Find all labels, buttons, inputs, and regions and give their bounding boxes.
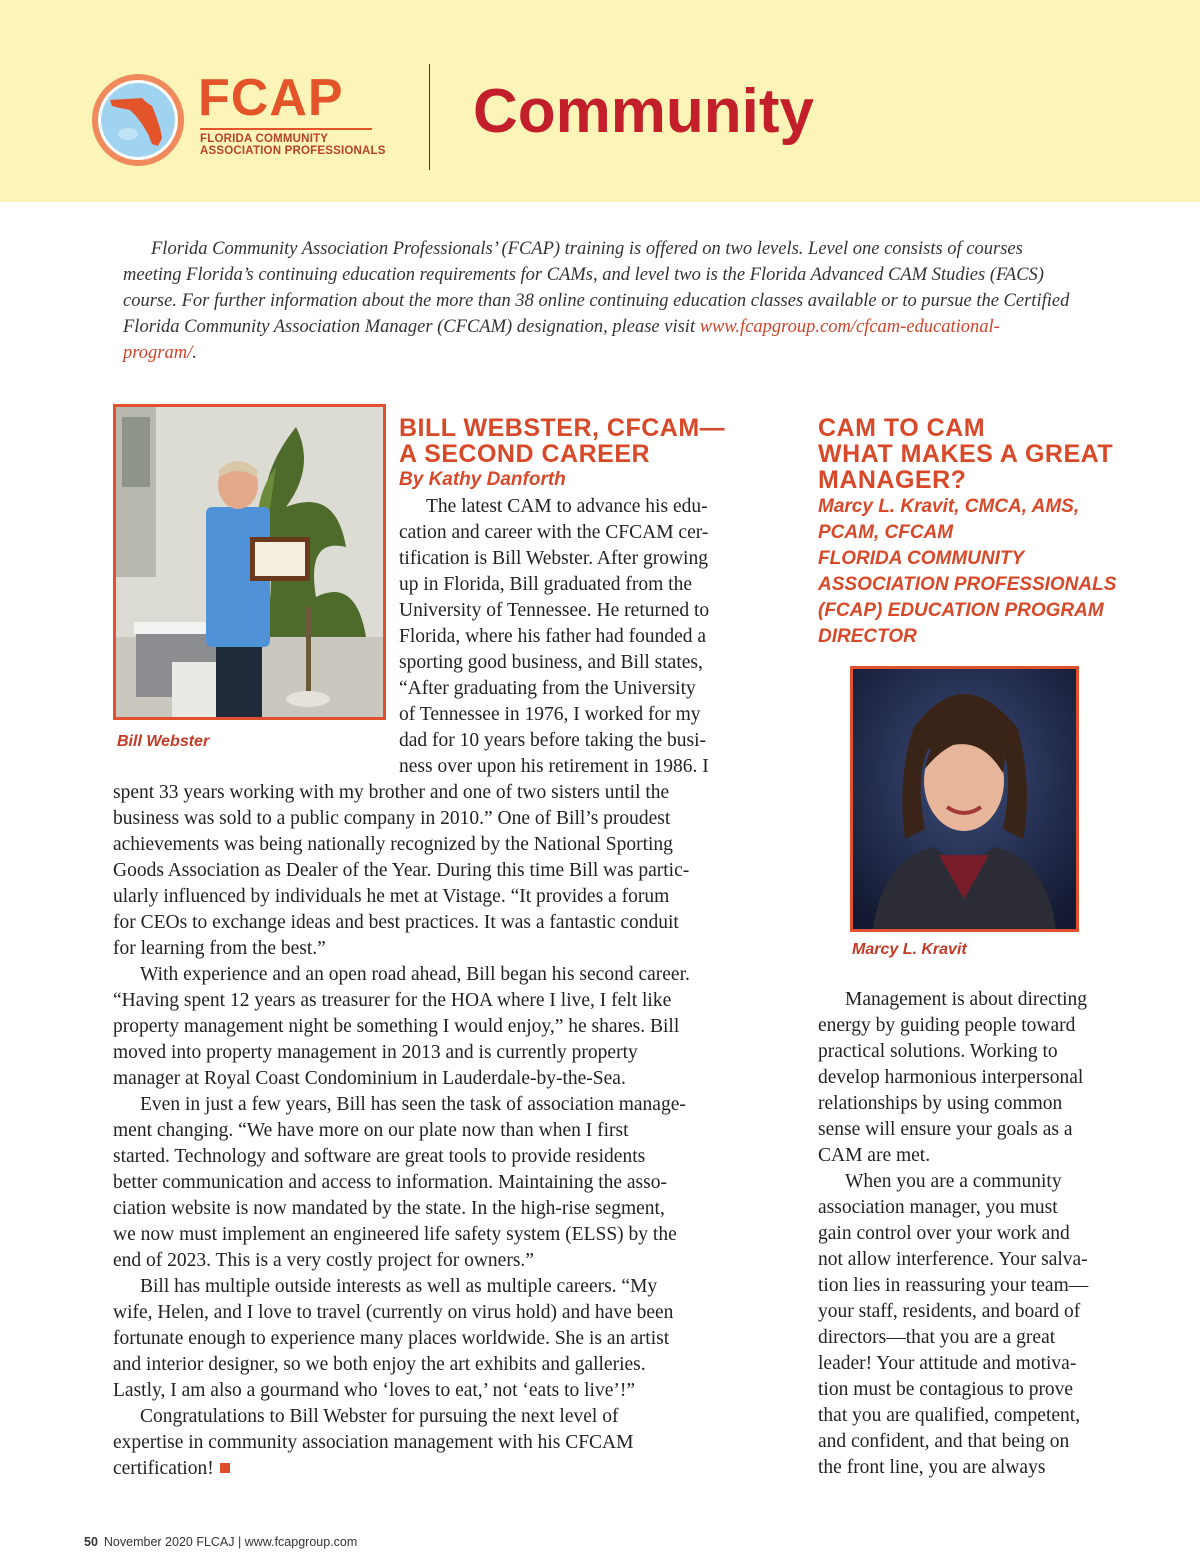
article2-byline-line: DIRECTOR bbox=[818, 626, 917, 647]
article1-line: ness over upon his retirement in 1986. I bbox=[399, 756, 709, 777]
article2-byline-line: PCAM, CFCAM bbox=[818, 522, 954, 543]
intro-paragraph bbox=[123, 236, 1073, 366]
logo-subtitle-line-2: ASSOCIATION PROFESSIONALS bbox=[200, 145, 386, 157]
article1-line: expertise in community association management with his CFCAM bbox=[113, 1432, 634, 1453]
article1-line: for learning from the best.” bbox=[113, 938, 326, 959]
article1-line: Even in just a few years, Bill has seen the task of association manage- bbox=[140, 1094, 686, 1115]
article2-line: energy by guiding people toward bbox=[818, 1015, 1076, 1036]
end-mark-icon bbox=[220, 1463, 230, 1473]
article2-line: and confident, and that being on bbox=[818, 1431, 1070, 1452]
article2-line: your staff, residents, and board of bbox=[818, 1301, 1081, 1322]
article1-line: end of 2023. This is a very costly project for owners.” bbox=[113, 1250, 534, 1271]
photo-caption-marcy-kravit: Marcy L. Kravit bbox=[852, 941, 967, 958]
article2-line: directors—that you are a great bbox=[818, 1327, 1056, 1348]
article1-line: With experience and an open road ahead, Bill began his second career. bbox=[140, 964, 690, 985]
article1-line: manager at Royal Coast Condominium in Lauderdale-by-the-Sea. bbox=[113, 1068, 626, 1089]
article1-line: of Tennessee in 1976, I worked for my bbox=[399, 704, 701, 725]
article1-line: University of Tennessee. He returned to bbox=[399, 600, 710, 621]
article2-line: not allow interference. Your salva- bbox=[818, 1249, 1088, 1270]
article1-title-line-2: A SECOND CAREER bbox=[399, 440, 651, 468]
article1-line: and interior designer, so we both enjoy the art exhibits and galleries. bbox=[113, 1354, 646, 1375]
article2-byline-line: FLORIDA COMMUNITY bbox=[818, 548, 1025, 569]
photo-caption-bill-webster: Bill Webster bbox=[117, 733, 210, 750]
article1-line: certification! bbox=[113, 1458, 214, 1479]
article1-line: The latest CAM to advance his edu- bbox=[426, 496, 708, 517]
article1-line: tification is Bill Webster. After growing bbox=[399, 548, 708, 569]
article1-line: fortunate enough to experience many places worldwide. She is an artist bbox=[113, 1328, 670, 1349]
article2-byline-line: ASSOCIATION PROFESSIONALS bbox=[818, 574, 1117, 595]
article1-line: Congratulations to Bill Webster for pursuing the next level of bbox=[140, 1406, 619, 1427]
article1-byline: By Kathy Danforth bbox=[399, 469, 566, 490]
intro-text: Florida Community Association Professionals’ (FCAP) training is offered on two levels. Level one consists of courses meeting Florida’s continuing education requirements for CAMs, and level two is the Florida Advanced CAM Studies (FACS) course. For further information about the more than 38 online continuing education classes available or to pursue the Certified Florida Community Association Manager (CFCAM) designation, please visit bbox=[123, 239, 1070, 337]
article1-line: ment changing. “We have more on our plate now than when I first bbox=[113, 1120, 629, 1141]
bill-webster-photo bbox=[113, 404, 386, 720]
article2-line: relationships by using common bbox=[818, 1093, 1063, 1114]
article1-line: Bill has multiple outside interests as well as multiple careers. “My bbox=[140, 1276, 658, 1297]
marcy-kravit-image bbox=[853, 669, 1076, 929]
article2-title-line-2: WHAT MAKES A GREAT bbox=[818, 440, 1114, 468]
article1-last-line bbox=[113, 1456, 230, 1482]
article1-line: up in Florida, Bill graduated from the bbox=[399, 574, 692, 595]
article2-line: Management is about directing bbox=[845, 989, 1088, 1010]
article2-line: gain control over your work and bbox=[818, 1223, 1070, 1244]
article2-line: association manager, you must bbox=[818, 1197, 1058, 1218]
article1-line: property management night be something I would enjoy,” he shares. Bill bbox=[113, 1016, 680, 1037]
article1-line: ularly influenced by individuals he met at Vistage. “It provides a forum bbox=[113, 886, 670, 907]
article1-line: business was sold to a public company in 2010.” One of Bill’s proudest bbox=[113, 808, 671, 829]
article2-line: leader! Your attitude and motiva- bbox=[818, 1353, 1077, 1374]
page-number: 50 bbox=[84, 1535, 98, 1549]
article2-line: develop harmonious interpersonal bbox=[818, 1067, 1084, 1088]
intro-end: . bbox=[192, 343, 197, 363]
article1-line: better communication and access to information. Maintaining the asso- bbox=[113, 1172, 667, 1193]
header-divider bbox=[429, 64, 430, 170]
article2-line: tion must be contagious to prove bbox=[818, 1379, 1074, 1400]
article1-line: ciation website is now mandated by the state. In the high-rise segment, bbox=[113, 1198, 665, 1219]
article1-line: moved into property management in 2013 and is currently property bbox=[113, 1042, 638, 1063]
section-title: Community bbox=[473, 77, 814, 146]
article1-line: wife, Helen, and I love to travel (currently on virus hold) and have been bbox=[113, 1302, 674, 1323]
article1-line: Goods Association as Dealer of the Year. During this time Bill was partic- bbox=[113, 860, 690, 881]
article2-byline-line: Marcy L. Kravit, CMCA, AMS, bbox=[818, 496, 1080, 517]
logo-subtitle-line-1: FLORIDA COMMUNITY bbox=[200, 133, 329, 145]
logo-subtitle bbox=[200, 133, 400, 157]
article1-line: started. Technology and software are great tools to provide residents bbox=[113, 1146, 646, 1167]
footer-info: November 2020 FLCAJ | www.fcapgroup.com bbox=[103, 1535, 358, 1549]
article2-line: tion lies in reassuring your team— bbox=[818, 1275, 1089, 1296]
article1-line: cation and career with the CFCAM cer- bbox=[399, 522, 709, 543]
article2-line: practical solutions. Working to bbox=[818, 1041, 1058, 1062]
article2-byline-line: (FCAP) EDUCATION PROGRAM bbox=[818, 600, 1104, 621]
article2-line: CAM are met. bbox=[818, 1145, 931, 1166]
article1-line: dad for 10 years before taking the busi- bbox=[399, 730, 707, 751]
article2-title-line-3: MANAGER? bbox=[818, 466, 967, 494]
intro-link[interactable]: www.fcapgroup.com/cfcam-educational-program/ bbox=[123, 317, 1000, 363]
article2-title-line-1: CAM TO CAM bbox=[818, 414, 986, 442]
article2-line: that you are qualified, competent, bbox=[818, 1405, 1081, 1426]
article2-line: sense will ensure your goals as a bbox=[818, 1119, 1073, 1140]
logo-wordmark: FCAP bbox=[198, 69, 344, 127]
article1-title-line-1: BILL WEBSTER, CFCAM— bbox=[399, 414, 726, 442]
article1-line: Lastly, I am also a gourmand who ‘loves to eat,’ not ‘eats to live’!” bbox=[113, 1380, 636, 1401]
article1-line: “Having spent 12 years as treasurer for the HOA where I live, I felt like bbox=[113, 990, 672, 1011]
article2-line: the front line, you are always bbox=[818, 1457, 1046, 1478]
florida-globe-logo-icon bbox=[90, 72, 186, 168]
article1-line: Florida, where his father had founded a bbox=[399, 626, 707, 647]
marcy-kravit-photo bbox=[850, 666, 1079, 932]
article1-line: for CEOs to exchange ideas and best practices. It was a fantastic conduit bbox=[113, 912, 679, 933]
article1-line: sporting good business, and Bill states, bbox=[399, 652, 703, 673]
article2-line: When you are a community bbox=[845, 1171, 1062, 1192]
logo-rule bbox=[200, 128, 372, 130]
article1-line: we now must implement an engineered life safety system (ELSS) by the bbox=[113, 1224, 677, 1245]
article1-line: spent 33 years working with my brother and one of two sisters until the bbox=[113, 782, 670, 803]
article1-line: achievements was being nationally recognized by the National Sporting bbox=[113, 834, 673, 855]
page-footer bbox=[84, 1535, 357, 1549]
bill-webster-image bbox=[116, 407, 383, 717]
article1-line: “After graduating from the University bbox=[399, 678, 696, 699]
page-header bbox=[0, 0, 1200, 202]
